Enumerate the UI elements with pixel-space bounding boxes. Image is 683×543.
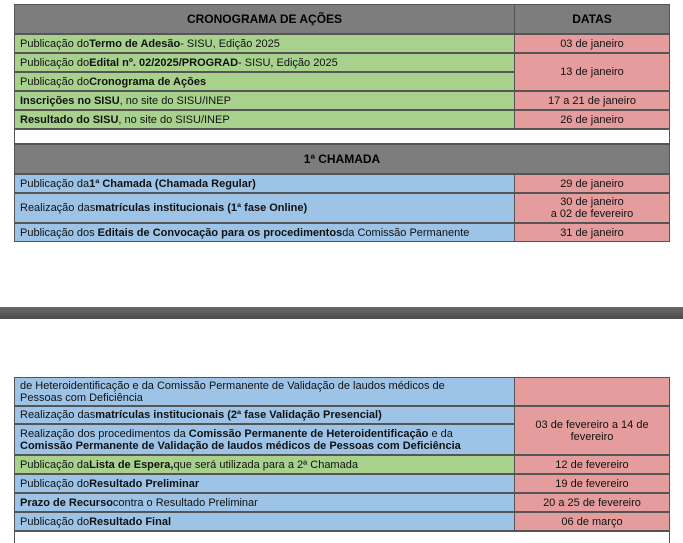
table-row: Publicação do Resultado Final 06 de março — [14, 512, 670, 531]
table-row: Publicação do Resultado Preliminar 19 de fevereiro — [14, 474, 670, 493]
date-cell: 20 a 25 de fevereiro — [514, 493, 670, 512]
table-row: Inscrições no SISU , no site do SISU/INEP 17 a 21 de janeiro — [14, 91, 670, 110]
table-row: Publicação do Termo de Adesão - SISU, Edição 2025 03 de janeiro — [14, 34, 670, 53]
table-row: Publicação da Lista de Espera, que será utilizada para a 2ª Chamada 12 de fevereiro — [14, 455, 670, 474]
date-cell: 03 de fevereiro a 14 de fevereiro — [514, 406, 670, 455]
table-row: Publicação da 1ª Chamada (Chamada Regular) 29 de janeiro — [14, 174, 670, 193]
table-row — [14, 531, 670, 543]
date-cell: 19 de fevereiro — [514, 474, 670, 493]
date-cell: 12 de fevereiro — [514, 455, 670, 474]
table-row-group: Publicação do Edital nº. 02/2025/PROGRAD - SISU, Edição 2025 Publicação do Cronograma de Ações 13 de janeiro — [14, 53, 670, 91]
page-separator — [0, 307, 683, 319]
chamada-header: 1ª CHAMADA — [14, 144, 670, 174]
date-cell: 06 de março — [514, 512, 670, 531]
header-dates: DATAS — [514, 4, 670, 34]
date-cell: 13 de janeiro — [514, 53, 670, 91]
table-header — [14, 4, 670, 34]
table-row: Prazo de Recurso contra o Resultado Preliminar 20 a 25 de fevereiro — [14, 493, 670, 512]
date-cell — [514, 377, 670, 406]
date-cell: 17 a 21 de janeiro — [514, 91, 670, 110]
table-row: Publicação dos Editais de Convocação para os procedimentos da Comissão Permanente 31 de janeiro — [14, 223, 670, 242]
date-cell: 30 de janeiro a 02 de fevereiro — [514, 193, 670, 223]
table-row: Resultado do SISU , no site do SISU/INEP 26 de janeiro — [14, 110, 670, 129]
header-actions: CRONOGRAMA DE AÇÕES — [14, 4, 515, 34]
table-row-group: Realização das matrículas institucionais (2ª fase Validação Presencial) Realização dos procedimentos da Comissão Permanente de Heteroidentificação e da Comissão Permanente de Validação de laudos médicos de Pessoas com Deficiência 03 de fevereiro a 14 de fevereiro — [14, 406, 670, 455]
date-cell: 03 de janeiro — [514, 34, 670, 53]
date-cell: 26 de janeiro — [514, 110, 670, 129]
table-row: de Heteroidentificação e da Comissão Permanente de Validação de laudos médicos de Pessoas com Deficiência — [14, 377, 670, 406]
date-cell: 29 de janeiro — [514, 174, 670, 193]
spacer-row — [14, 129, 670, 144]
table-row: Realização das matrículas institucionais (1ª fase Online) 30 de janeiro a 02 de fevereiro — [14, 193, 670, 223]
date-cell: 31 de janeiro — [514, 223, 670, 242]
